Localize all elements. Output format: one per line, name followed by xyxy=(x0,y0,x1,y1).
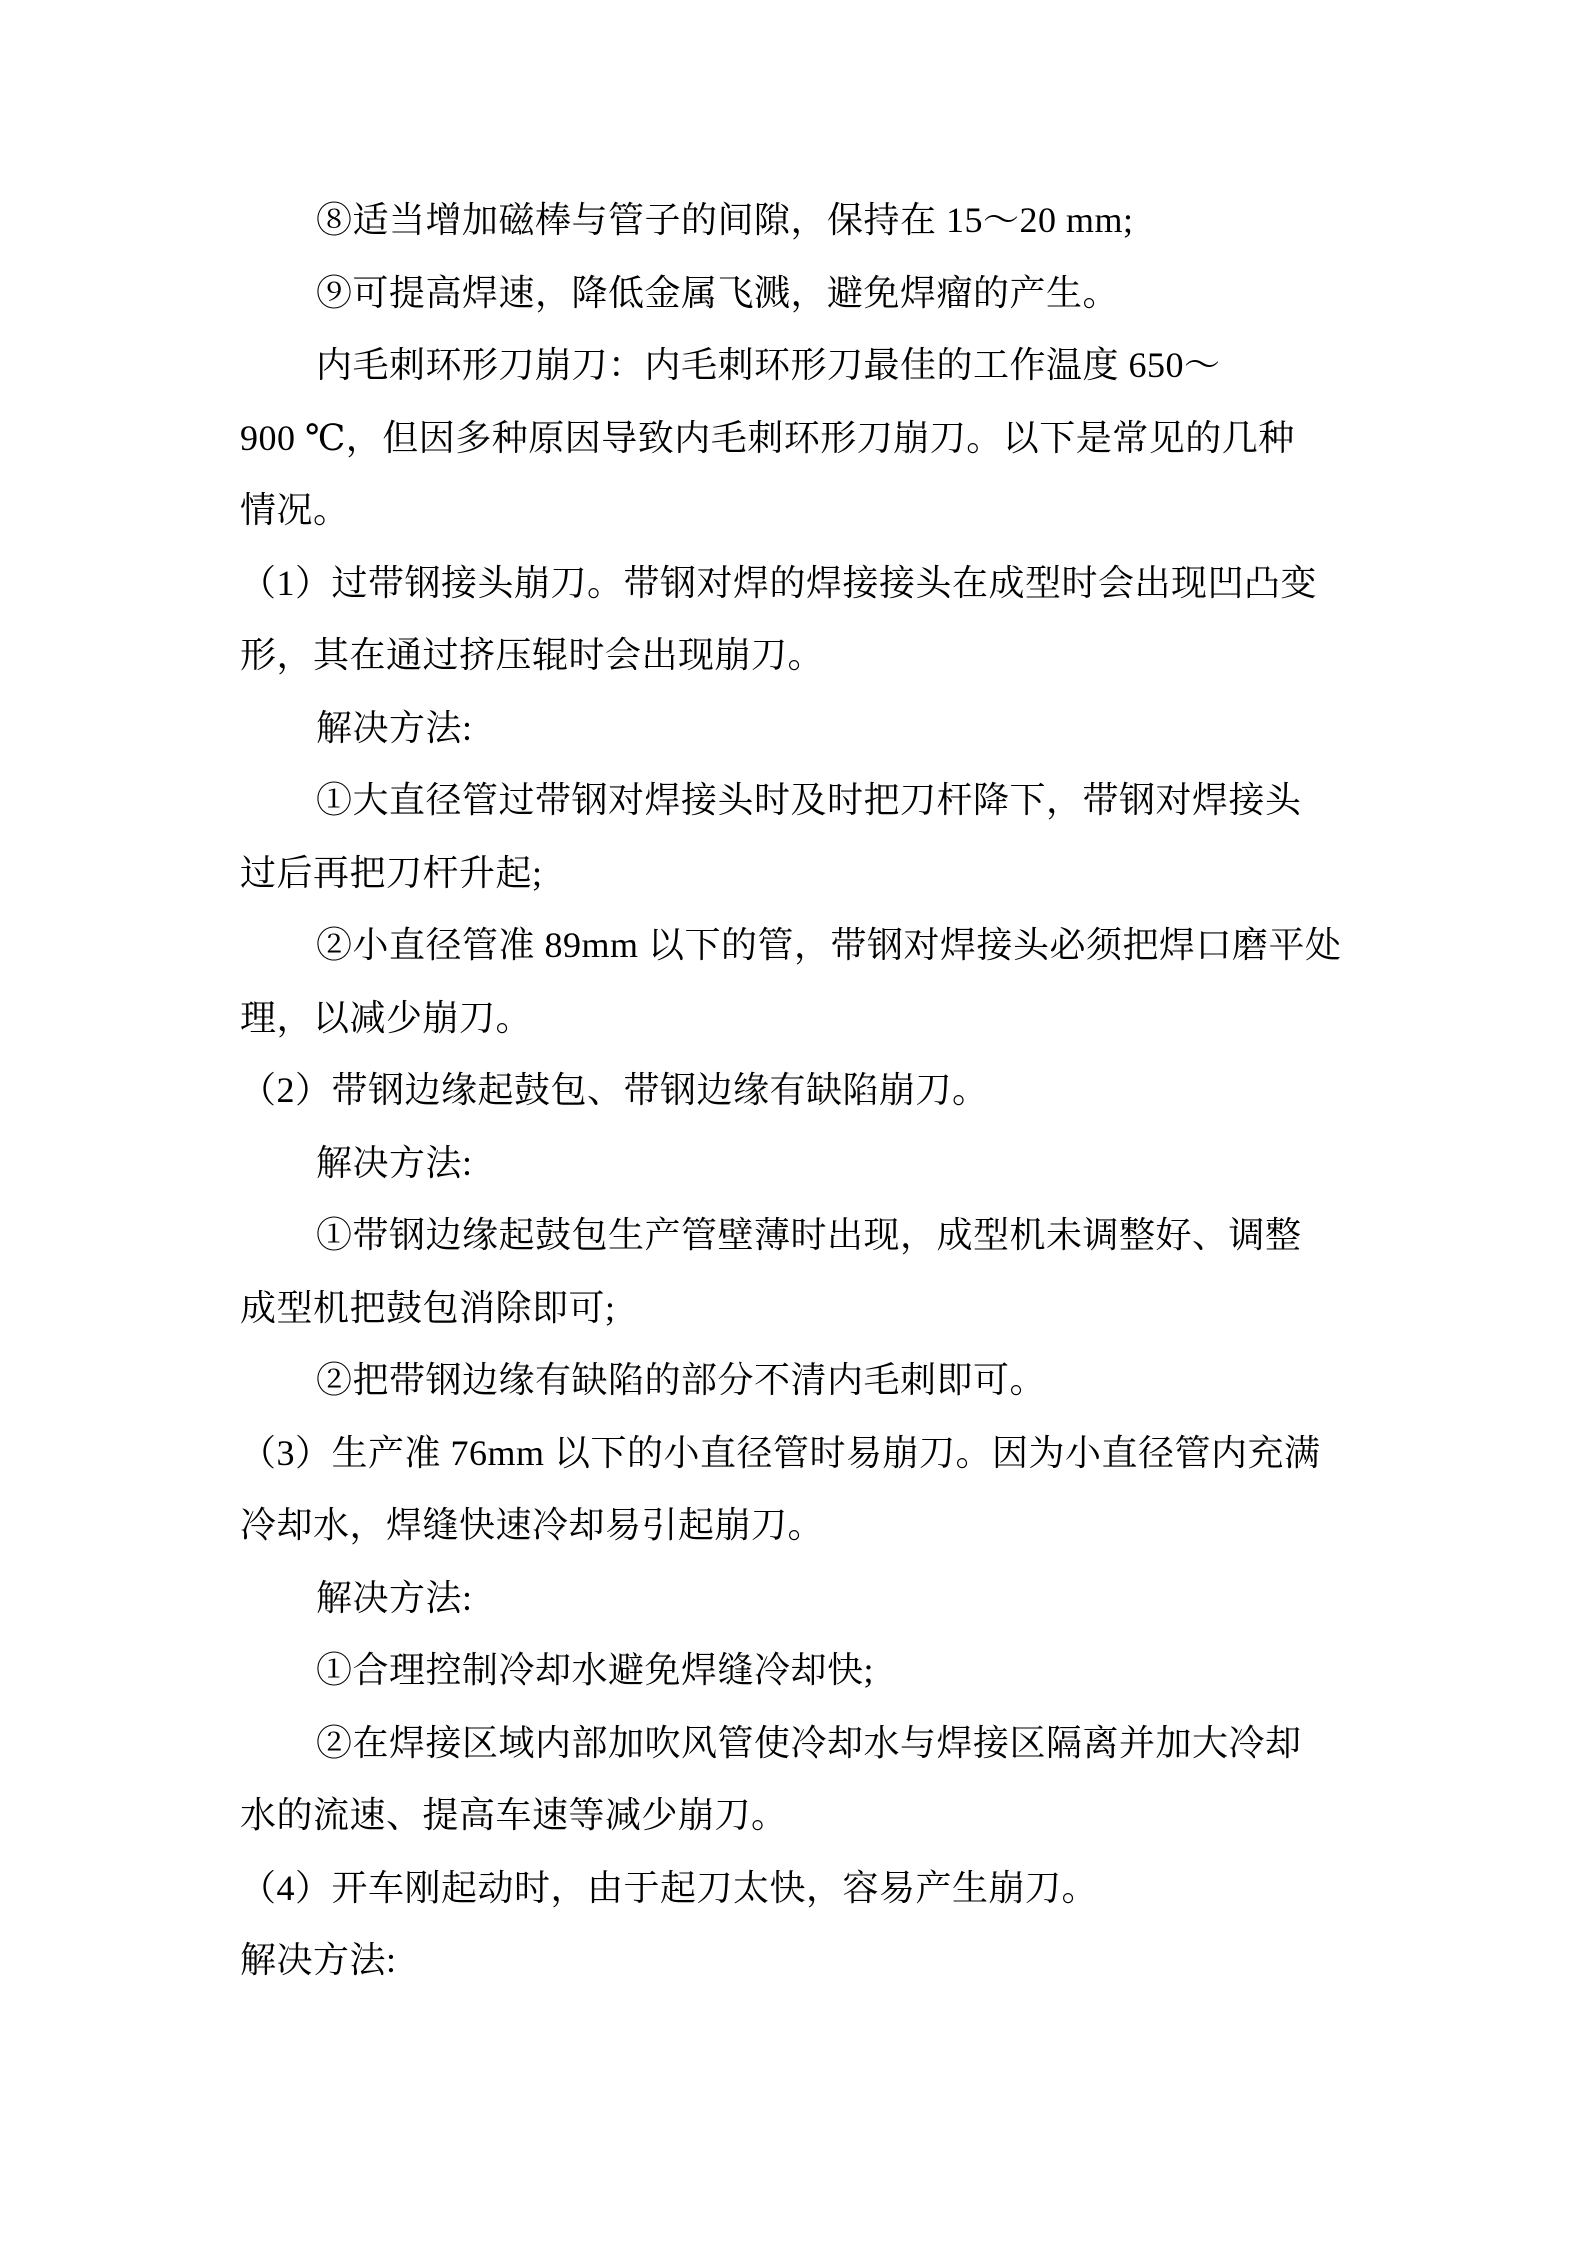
document-line-13: （2）带钢边缘起鼓包、带钢边缘有缺陷崩刀。 xyxy=(240,1070,989,1110)
document-line-10: 过后再把刀杆升起; xyxy=(240,852,543,893)
document-line-5: 情况。 xyxy=(240,490,350,530)
document-line-25: 解决方法: xyxy=(240,1940,397,1980)
document-line-16: 成型机把鼓包消除即可; xyxy=(240,1287,616,1328)
document-line-17: ②把带钢边缘有缺陷的部分不清内毛刺即可。 xyxy=(316,1360,1047,1400)
document-text-block xyxy=(240,184,1344,1997)
document-line-9: ①大直径管过带钢对焊接头时及时把刀杆降下，带钢对焊接头 xyxy=(316,780,1302,820)
document-line-18: （3）生产准 76mm 以下的小直径管时易崩刀。因为小直径管内充满 xyxy=(240,1432,1321,1473)
document-line-3: 内毛刺环形刀崩刀：内毛刺环形刀最佳的工作温度 650～ xyxy=(316,345,1221,385)
document-line-1: ⑧适当增加磁棒与管子的间隙，保持在 15～20 mm; xyxy=(316,200,1134,240)
document-line-12: 理，以减少崩刀。 xyxy=(240,997,533,1038)
document-line-2: ⑨可提高焊速，降低金属飞溅，避免焊瘤的产生。 xyxy=(316,272,1120,313)
document-line-19: 冷却水，焊缝快速冷却易引起崩刀。 xyxy=(240,1505,825,1545)
document-line-24: （4）开车刚起动时，由于起刀太快，容易产生崩刀。 xyxy=(240,1867,1099,1908)
document-line-11: ②小直径管准 89mm 以下的管，带钢对焊接头必须把焊口磨平处 xyxy=(316,925,1342,965)
document-line-7: 形，其在通过挤压辊时会出现崩刀。 xyxy=(240,635,825,675)
document-line-15: ①带钢边缘起鼓包生产管壁薄时出现，成型机未调整好、调整 xyxy=(316,1215,1302,1255)
document-line-20: 解决方法: xyxy=(316,1577,473,1618)
document-line-4: 900 ℃，但因多种原因导致内毛刺环形刀崩刀。以下是常见的几种 xyxy=(240,417,1295,458)
document-line-14: 解决方法: xyxy=(316,1142,473,1183)
document-line-6: （1）过带钢接头崩刀。带钢对焊的焊接接头在成型时会出现凹凸变 xyxy=(240,562,1318,603)
document-line-21: ①合理控制冷却水避免焊缝冷却快; xyxy=(316,1650,875,1690)
document-line-23: 水的流速、提高车速等减少崩刀。 xyxy=(240,1795,788,1835)
document-line-22: ②在焊接区域内部加吹风管使冷却水与焊接区隔离并加大冷却 xyxy=(316,1722,1302,1763)
document-line-8: 解决方法: xyxy=(316,707,473,748)
